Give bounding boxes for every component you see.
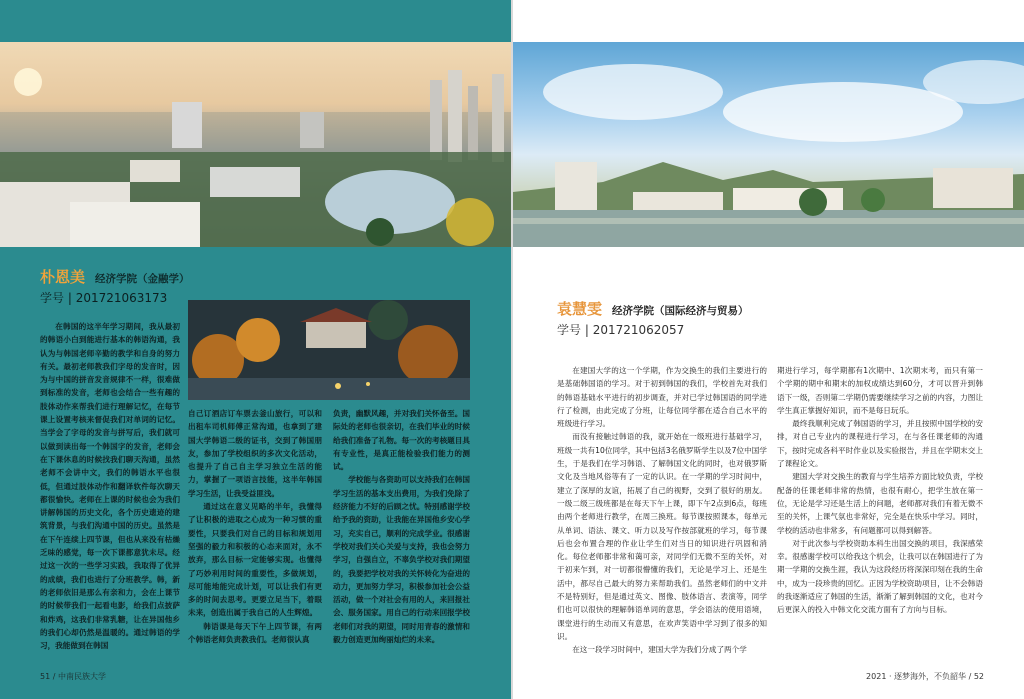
- right-col2-paragraph-4: 对于此次参与学校资助本科生出国交换的项目，我深感荣幸。很感谢学校可以给我这个机会，让我可以在韩国进行了为期一学期的交换生涯，我认为这段经历将深深印刻在我的生命中，成为一段珍贵的回忆。正因为学校资助项目，让不会韩语的我逐渐适应了韩国的生活，渐渐了解到韩国的文化，也对今后更深入的投入中韩文化交流方面有了方向与目标。: [777, 538, 983, 615]
- right-text-column-2: [777, 364, 983, 664]
- left-student-id-value: 201721063173: [75, 291, 168, 305]
- campus-lake-illustration: [513, 42, 1024, 247]
- left-text-column-2: [188, 407, 322, 660]
- left-col1-paragraph: 在韩国的这半年学习期间，我从最初的韩语小白到能进行基本的韩语沟通，我认为与韩国老师辛勤的教学和自身的努力有关。最初老师教我们字母的发音时，因为与中国的拼音发音规律不一样，很难做到标准的发音，老师也会结合一些有趣的肢体动作来帮我们进行理解记忆，在每节课上设置考核来督促我们对单词的记忆。当学会了字母的发音与拼写后，我们就可以做到读出每一个韩国字的发音，老师会在下课休息的时候找我们聊天沟通，虽然老师不会讲中文，我们的韩语水平也很低，但通过肢体动作和翻译软件每次聊天都很愉快。老师在上课的时候也会为我们讲解韩国的历史文化，各个历史遗迹的建筑背景，与我们沟通中国的历史。虽然是在下午连续上四节课，但也从来没有枯燥乏味的感觉，每一次下课都意犹未尽。经过这一次的一些学习实践，我取得了优异的成绩，我们也进行了分班教学。韩，新的老师依旧是那么有亲和力，会在上课节的时候带我们一起看电影，给我们点披萨和炸鸡，这我们非常乳糖，让在异国他乡的我们心却仍然是温暖的。通过韩语的学习，我能做到在韩国: [40, 322, 180, 651]
- campus-night-photo: [188, 300, 470, 400]
- right-student-name: 袁慧雯: [557, 300, 603, 318]
- left-student-id-label: 学号 |: [40, 291, 72, 305]
- left-col3-paragraph-1: 负责，幽默风趣，并对我们关怀备至。国际处的老师也很亲切，在我们毕业的时候给我们准备了礼物。每一次的考核题目具有专业性，是真正能检验我们能力的测试。: [333, 409, 470, 472]
- city-skyline-photo: [0, 42, 511, 247]
- left-text-column-3: [333, 407, 470, 660]
- left-student-department: 经济学院（金融学）: [95, 273, 190, 285]
- left-col3-paragraph-2: 学校能与各资助可以支持我们在韩国学习生活的基本支出费用，为我们免除了经济能力不好的后顾之忧。特别感谢学校给予我的资助，让我能在异国他乡安心学习，充实自己，顺利的完成学业。很感谢学校对我们关心关爱与支持，我也会努力学习，自强自立，不辜负学校对我们期望的，我要把学校对我的关怀转化为奋进的动力，更加努力学习，积极参加社会公益活动，做一个对社会有用的人，来回报社会、服务国家。用自己的行动来回报学校老师们对我的期望，同时用青春的激情和毅力创造更加绚丽灿烂的未来。: [333, 475, 470, 645]
- right-col2-paragraph-2: 最终我顺利完成了韩国语的学习，并且按照中国学校的安排，对自己专业内的课程进行学习，在与各任课老师的沟通下，按时完成各科平时作业以及实验报告，并且在学期末交上了课程论文。: [777, 419, 983, 469]
- right-student-department: 经济学院（国际经济与贸易）: [612, 305, 749, 317]
- left-student-heading: [40, 266, 190, 287]
- right-student-heading: [557, 298, 749, 319]
- right-top-band: [513, 0, 1024, 42]
- right-col2-paragraph-3: 建国大学对交换生的教育与学生培养方面比较负责，学校配备的任课老师非常的热情，也很有耐心，把学生放在第一位，无论是学习还是生活上的问题，老师都对我们有着无微不至的关怀，上课气氛也非常好，完全是在快乐中学习。同时，学校的活动也非常多，有问题都可以得到解答。: [777, 472, 983, 535]
- left-top-band: [0, 0, 511, 42]
- left-student-id: [40, 289, 167, 306]
- city-skyline-illustration: [0, 42, 511, 247]
- right-student-id: [557, 321, 684, 338]
- right-page: [513, 0, 1024, 699]
- right-col1-paragraph-2: 而没有接触过韩语的我，就开始在一级班进行基础学习，班级一共有10位同学，其中包括3名俄罗斯学生以及7位中国学生，于是我们在学习韩语、了解韩国文化的同时，也对俄罗斯文化及当地风俗等有了一定的认识。在一学期的学习时间中，建立了深厚的友谊，拓展了自己的视野，交到了很好的朋友。一级二级三级班都是在每天下午上课，即下午2点到6点，每班由两个老师进行教学，在周三换班。每节课按照课本，每单元从单词、语法、课文、听力以及写作按部就班的学习，每节课后也会布置合理的作业让学生们对当日的知识进行巩固和消化。每位老师都非常和蔼可亲，对同学们无微不至的关怀，对于初来乍到，对一切都很懵懂的我们，无论是学习上、还是生活中，都尽自己最大的努力来帮助我们。虽然老师们的中文并不是特别好，但是通过英文、图像、肢体语言、表演等，同学们也可以很快的理解韩语单词的意思，学会语法的使用语境，课堂进行的生动而又有意思，在欢声笑语中学习到了很多的知识。: [557, 432, 767, 641]
- left-page-footer: 51 / 中南民族大学: [40, 672, 106, 681]
- right-col1-paragraph-3: 在这一段学习时间中，建国大学为我们分成了两个学: [572, 645, 747, 655]
- left-page: [0, 0, 511, 699]
- left-student-name: 朴恩美: [40, 268, 86, 286]
- left-text-column-1: [40, 320, 180, 660]
- right-col2-paragraph-1: 期进行学习，每学期都有1次期中、1次期末考，而只有第一个学期的期中和期末的加权成绩达到60分，才可以晋升到韩语下一级，否则第二学期仍需要继续学习之前的内容，力图让学生真正掌握好知识，而不是每日玩乐。: [777, 366, 983, 415]
- right-student-id-value: 201721062057: [592, 323, 685, 337]
- left-col2-paragraph-3: 韩语课是每天下午上四节课，有两个韩语老师负责教我们。老师很认真: [188, 621, 322, 645]
- left-col2-paragraph-1: 自己订酒店订车票去釜山旅行，可以和出租车司机师傅正常沟通，也拿到了建国大学韩语二级的证书，交到了韩国朋友，参加了学校组织的多次文化活动，也提升了自己自主学习独立生活的能力，掌握了一项语言技能，这半年韩国学习生活，让我受益匪浅。: [188, 409, 322, 498]
- right-col1-paragraph-1: 在建国大学的这一个学期，作为交换生的我们主要进行的是基础韩国语的学习。对于初到韩国的我们，学校首先对我们的韩语基础水平进行的初步调查，并对已学过韩国语的同学进行了检测，由此完成了分班，让每位同学都在适合自己水平的班级进行学习。: [557, 366, 767, 429]
- right-student-id-label: 学号 |: [557, 323, 589, 337]
- campus-night-illustration: [188, 300, 470, 400]
- right-page-footer: 2021 · 逐梦海外，不负韶华 / 52: [866, 672, 984, 681]
- right-text-column-1: [557, 364, 767, 664]
- left-col2-paragraph-2: 通过这在意义见略的半年，我懂得了让积极的进取之心成为一种习惯的重要性，只要我们对自己的目标和规划用坚强的毅力和积极的心态来面对，永不放弃，那么目标一定能够实现。也懂得了巧妙利用时间的重要性，多做规划，尽可能地能完成计划，可以让我们有更多的时间去思考。更要立足当下，着眼未来，创造出属于我自己的人生辉煌。: [188, 502, 322, 618]
- campus-lake-photo: [513, 42, 1024, 247]
